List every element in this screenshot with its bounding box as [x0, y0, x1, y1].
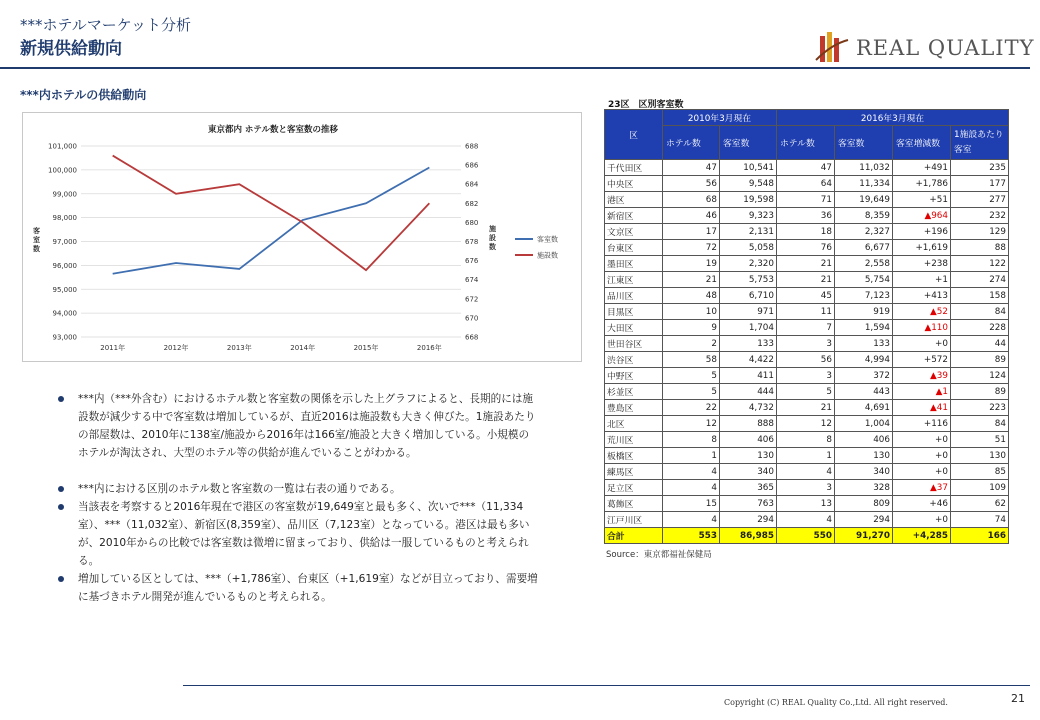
- chart-title: 東京都内 ホテル数と客室数の推移: [207, 125, 339, 135]
- table-cell: 64: [777, 176, 835, 192]
- table-cell: 6,677: [835, 240, 893, 256]
- table-row: [605, 448, 1009, 464]
- table-cell: +196: [893, 224, 951, 240]
- copyright-text: Copyright (C) REAL Quality Co.,Ltd. All right reserved.: [724, 698, 948, 707]
- table-cell: 江戸川区: [605, 512, 663, 528]
- table-cell: 228: [951, 320, 1009, 336]
- table-cell: 4,422: [720, 352, 777, 368]
- table-cell: ▲52: [893, 304, 951, 320]
- table-cell: 2,327: [835, 224, 893, 240]
- table-cell: 340: [720, 464, 777, 480]
- table-cell: 47: [777, 160, 835, 176]
- table-cell: 51: [951, 432, 1009, 448]
- left-tick-label: 100,000: [48, 166, 77, 175]
- right-tick-label: 674: [465, 276, 479, 285]
- x-axis-ticks: [100, 343, 441, 352]
- table-cell: 56: [663, 176, 720, 192]
- table-cell: 5,058: [720, 240, 777, 256]
- table-cell: 中央区: [605, 176, 663, 192]
- table-cell: +0: [893, 448, 951, 464]
- table-row: [605, 336, 1009, 352]
- left-tick-label: 99,000: [52, 190, 77, 199]
- table-row: [605, 160, 1009, 176]
- x-tick-label: 2013年: [226, 344, 252, 352]
- table-cell: 4: [663, 480, 720, 496]
- table-cell: 1: [663, 448, 720, 464]
- chart-legend: [515, 235, 558, 260]
- left-tick-label: 97,000: [52, 238, 77, 246]
- table-cell: 1,004: [835, 416, 893, 432]
- table-cell: +46: [893, 496, 951, 512]
- table-cell: 合計: [605, 528, 663, 544]
- left-tick-label: 96,000: [52, 261, 77, 270]
- table-cell: 365: [720, 480, 777, 496]
- table-cell: 133: [720, 336, 777, 352]
- right-tick-label: 678: [465, 238, 479, 246]
- table-cell: 9,548: [720, 176, 777, 192]
- table-cell: +0: [893, 464, 951, 480]
- table-cell: 84: [951, 304, 1009, 320]
- table-source: Source：東京都福祉保健局: [606, 550, 712, 560]
- table-cell: 122: [951, 256, 1009, 272]
- table-title: 23区 区別客室数: [608, 100, 684, 110]
- table-cell: 21: [663, 272, 720, 288]
- table-cell: 板橋区: [605, 448, 663, 464]
- table-cell: 12: [663, 416, 720, 432]
- table-cell: ▲37: [893, 480, 951, 496]
- chart-series: [113, 155, 430, 273]
- table-cell: 372: [835, 368, 893, 384]
- table-cell: 44: [951, 336, 1009, 352]
- page-number: 21: [1011, 692, 1025, 705]
- right-tick-label: 688: [465, 142, 479, 151]
- table-cell: +238: [893, 256, 951, 272]
- table-row: [605, 496, 1009, 512]
- table-cell: 919: [835, 304, 893, 320]
- table-body: [605, 160, 1009, 544]
- hotel-trend-chart: [22, 112, 582, 362]
- table-cell: 江東区: [605, 272, 663, 288]
- col-rooms-2010: 客室数: [720, 126, 777, 160]
- table-cell: 223: [951, 400, 1009, 416]
- table-cell: 10,541: [720, 160, 777, 176]
- table-cell: 68: [663, 192, 720, 208]
- table-row: [605, 512, 1009, 528]
- table-cell: +572: [893, 352, 951, 368]
- series-line-hotels: [113, 156, 430, 271]
- table-cell: 76: [777, 240, 835, 256]
- table-cell: 5,753: [720, 272, 777, 288]
- table-cell: 74: [951, 512, 1009, 528]
- table-cell: 232: [951, 208, 1009, 224]
- table-cell: 8,359: [835, 208, 893, 224]
- table-cell: 5: [777, 384, 835, 400]
- x-tick-label: 2016年: [416, 344, 442, 352]
- table-cell: 72: [663, 240, 720, 256]
- table-cell: 411: [720, 368, 777, 384]
- table-cell: 553: [663, 528, 720, 544]
- table-cell: 千代田区: [605, 160, 663, 176]
- period-2010-header: 2010年3月現在: [663, 110, 777, 126]
- table-cell: 中野区: [605, 368, 663, 384]
- table-cell: 19,598: [720, 192, 777, 208]
- table-cell: 目黒区: [605, 304, 663, 320]
- table-cell: 294: [720, 512, 777, 528]
- table-cell: +4,285: [893, 528, 951, 544]
- table-cell: +1,786: [893, 176, 951, 192]
- table-row: [605, 352, 1009, 368]
- table-cell: ▲110: [893, 320, 951, 336]
- bullet-item: ***内における区別のホテル数と客室数の一覧は右表の通りである。: [58, 480, 538, 498]
- table-cell: 36: [777, 208, 835, 224]
- table-cell: 1,704: [720, 320, 777, 336]
- table-cell: 4,994: [835, 352, 893, 368]
- table-cell: 3: [777, 336, 835, 352]
- table-cell: 18: [777, 224, 835, 240]
- table-row: [605, 320, 1009, 336]
- legend-label: 客室数: [537, 235, 558, 244]
- table-cell: 5,754: [835, 272, 893, 288]
- left-tick-label: 94,000: [52, 309, 77, 318]
- table-cell: 6,710: [720, 288, 777, 304]
- right-tick-label: 684: [465, 180, 479, 189]
- table-cell: 47: [663, 160, 720, 176]
- table-cell: 177: [951, 176, 1009, 192]
- table-cell: 62: [951, 496, 1009, 512]
- chart-canvas: [23, 113, 583, 363]
- left-tick-label: 98,000: [52, 214, 77, 223]
- table-cell: 340: [835, 464, 893, 480]
- table-row: [605, 368, 1009, 384]
- table-cell: ▲39: [893, 368, 951, 384]
- header-subtitle: ***ホテルマーケット分析: [20, 16, 192, 34]
- page-title: 新規供給動向: [20, 39, 122, 59]
- table-row: [605, 304, 1009, 320]
- analysis-bullets: [58, 390, 538, 606]
- left-axis-ticks: [48, 143, 77, 342]
- table-cell: 港区: [605, 192, 663, 208]
- col-room-change: 客室増減数: [893, 126, 951, 160]
- table-cell: 888: [720, 416, 777, 432]
- table-cell: 墨田区: [605, 256, 663, 272]
- logo-text: REAL QUALITY: [856, 36, 1035, 60]
- table-cell: 406: [720, 432, 777, 448]
- table-cell: 2,131: [720, 224, 777, 240]
- table-cell: 7: [777, 320, 835, 336]
- table-cell: 1,594: [835, 320, 893, 336]
- table-cell: ▲1: [893, 384, 951, 400]
- table-cell: 166: [951, 528, 1009, 544]
- table-cell: 58: [663, 352, 720, 368]
- table-cell: 2,320: [720, 256, 777, 272]
- table-cell: 444: [720, 384, 777, 400]
- table-cell: 8: [777, 432, 835, 448]
- table-cell: 124: [951, 368, 1009, 384]
- footer-divider: [183, 685, 1030, 686]
- table-cell: ▲964: [893, 208, 951, 224]
- ward-room-table: [604, 109, 1009, 544]
- x-tick-label: 2012年: [163, 344, 189, 352]
- table-cell: 129: [951, 224, 1009, 240]
- table-cell: 89: [951, 352, 1009, 368]
- table-row: [605, 400, 1009, 416]
- table-cell: 4: [663, 464, 720, 480]
- table-cell: 21: [777, 272, 835, 288]
- right-tick-label: 676: [465, 257, 479, 266]
- table-cell: 763: [720, 496, 777, 512]
- table-row: [605, 480, 1009, 496]
- table-cell: 86,985: [720, 528, 777, 544]
- left-tick-label: 93,000: [52, 333, 77, 342]
- table-row: [605, 416, 1009, 432]
- left-axis-label: 客室数: [33, 227, 40, 253]
- table-cell: 練馬区: [605, 464, 663, 480]
- table-cell: 48: [663, 288, 720, 304]
- table-cell: 7,123: [835, 288, 893, 304]
- table-cell: 品川区: [605, 288, 663, 304]
- table-row: [605, 240, 1009, 256]
- table-cell: 4: [663, 512, 720, 528]
- table-cell: 809: [835, 496, 893, 512]
- bullet-item: 当該表を考察すると2016年現在で港区の客室数が19,649室と最も多く、次いで***（11,334室）、***（11,032室）、新宿区(8,359室）、品川区（7,123室）となっている。港区は最も多いが、2010年からの比較では客室数は微増に留まっており、供給は一服しているものと考えられる。: [58, 498, 538, 570]
- table-cell: 8: [663, 432, 720, 448]
- table-cell: 88: [951, 240, 1009, 256]
- table-cell: 133: [835, 336, 893, 352]
- table-cell: 11,334: [835, 176, 893, 192]
- table-cell: 13: [777, 496, 835, 512]
- table-cell: +51: [893, 192, 951, 208]
- table-row: [605, 208, 1009, 224]
- table-cell: 4,691: [835, 400, 893, 416]
- table-cell: 2,558: [835, 256, 893, 272]
- table-cell: 550: [777, 528, 835, 544]
- table-cell: 3: [777, 368, 835, 384]
- chart-gridlines: [81, 146, 461, 337]
- table-row: [605, 288, 1009, 304]
- table-cell: 葛飾区: [605, 496, 663, 512]
- table-cell: 277: [951, 192, 1009, 208]
- table-cell: 294: [835, 512, 893, 528]
- table-cell: 130: [720, 448, 777, 464]
- right-tick-label: 682: [465, 199, 479, 208]
- table-cell: 158: [951, 288, 1009, 304]
- table-cell: +1,619: [893, 240, 951, 256]
- header-divider: [0, 67, 1030, 69]
- table-row: [605, 384, 1009, 400]
- x-tick-label: 2011年: [100, 344, 126, 352]
- table-cell: 130: [951, 448, 1009, 464]
- left-tick-label: 95,000: [52, 285, 77, 294]
- table-cell: 15: [663, 496, 720, 512]
- period-2016-header: 2016年3月現在: [777, 110, 1009, 126]
- right-tick-label: 670: [465, 314, 479, 323]
- col-rooms-per-hotel: 1施設あたり客室: [951, 126, 1009, 160]
- company-logo: [812, 26, 1035, 66]
- table-cell: 大田区: [605, 320, 663, 336]
- table-cell: 杉並区: [605, 384, 663, 400]
- table-cell: 406: [835, 432, 893, 448]
- table-cell: 19: [663, 256, 720, 272]
- table-total-row: [605, 528, 1009, 544]
- table-cell: 56: [777, 352, 835, 368]
- table-cell: 443: [835, 384, 893, 400]
- right-axis-label: 施設数: [489, 225, 496, 251]
- table-cell: 台東区: [605, 240, 663, 256]
- right-tick-label: 668: [465, 333, 479, 342]
- table-cell: 足立区: [605, 480, 663, 496]
- right-tick-label: 672: [465, 295, 479, 304]
- table-cell: ▲41: [893, 400, 951, 416]
- table-cell: 1: [777, 448, 835, 464]
- table-cell: 274: [951, 272, 1009, 288]
- table-row: [605, 224, 1009, 240]
- col-rooms-2016: 客室数: [835, 126, 893, 160]
- table-row: [605, 176, 1009, 192]
- table-cell: 19,649: [835, 192, 893, 208]
- right-axis-ticks: [465, 143, 479, 342]
- table-cell: 4: [777, 512, 835, 528]
- right-tick-label: 680: [465, 218, 479, 227]
- bullet-item: 増加している区としては、***（+1,786室）、台東区（+1,619室）などが目立っており、需要増に基づきホテル開発が進んでいるものと考えられる。: [58, 570, 538, 606]
- right-tick-label: 686: [465, 161, 479, 170]
- table-cell: 11: [777, 304, 835, 320]
- table-cell: 9,323: [720, 208, 777, 224]
- table-cell: 12: [777, 416, 835, 432]
- table-cell: 22: [663, 400, 720, 416]
- table-row: [605, 432, 1009, 448]
- table-cell: 91,270: [835, 528, 893, 544]
- table-cell: +116: [893, 416, 951, 432]
- table-row: [605, 272, 1009, 288]
- table-cell: 9: [663, 320, 720, 336]
- table-cell: 235: [951, 160, 1009, 176]
- table-cell: 328: [835, 480, 893, 496]
- table-cell: 5: [663, 384, 720, 400]
- table-cell: 文京区: [605, 224, 663, 240]
- table-cell: 豊島区: [605, 400, 663, 416]
- table-cell: +0: [893, 336, 951, 352]
- table-cell: +1: [893, 272, 951, 288]
- x-tick-label: 2015年: [353, 344, 379, 352]
- bullet-item: ***内（***外含む）におけるホテル数と客室数の関係を示した上グラフによると、長期的には施設数が減少する中で客室数は増加しているが、直近2016は施設数も大きく伸びた。1施設あたりの部屋数は、2010年に138室/施設から2016年は166室/施設と大きく増加している。小規模のホテルが淘汰され、大型のホテル等の供給が進んでいることがわかる。: [58, 390, 538, 462]
- table-cell: 10: [663, 304, 720, 320]
- table-cell: 北区: [605, 416, 663, 432]
- table-cell: 2: [663, 336, 720, 352]
- x-tick-label: 2014年: [290, 344, 316, 352]
- table-cell: 世田谷区: [605, 336, 663, 352]
- table-row: [605, 192, 1009, 208]
- logo-emblem-icon: [812, 26, 852, 66]
- table-cell: 荒川区: [605, 432, 663, 448]
- table-cell: 21: [777, 256, 835, 272]
- table-cell: 4: [777, 464, 835, 480]
- table-cell: 4,732: [720, 400, 777, 416]
- col-hotels-2016: ホテル数: [777, 126, 835, 160]
- table-cell: 17: [663, 224, 720, 240]
- table-row: [605, 256, 1009, 272]
- table-cell: 5: [663, 368, 720, 384]
- table-cell: 130: [835, 448, 893, 464]
- table-cell: +0: [893, 432, 951, 448]
- table-cell: 渋谷区: [605, 352, 663, 368]
- table-cell: 84: [951, 416, 1009, 432]
- table-cell: +491: [893, 160, 951, 176]
- table-cell: 71: [777, 192, 835, 208]
- section-title: ***内ホテルの供給動向: [20, 88, 147, 102]
- table-cell: 971: [720, 304, 777, 320]
- left-tick-label: 101,000: [48, 142, 77, 151]
- table-cell: 21: [777, 400, 835, 416]
- table-cell: +413: [893, 288, 951, 304]
- table-cell: 109: [951, 480, 1009, 496]
- table-cell: 85: [951, 464, 1009, 480]
- table-row: [605, 464, 1009, 480]
- legend-label: 施設数: [537, 251, 558, 260]
- table-cell: +0: [893, 512, 951, 528]
- table-cell: 46: [663, 208, 720, 224]
- table-cell: 新宿区: [605, 208, 663, 224]
- col-ward-header: 区: [605, 110, 663, 160]
- table-cell: 89: [951, 384, 1009, 400]
- table-cell: 11,032: [835, 160, 893, 176]
- table-cell: 45: [777, 288, 835, 304]
- col-hotels-2010: ホテル数: [663, 126, 720, 160]
- table-cell: 3: [777, 480, 835, 496]
